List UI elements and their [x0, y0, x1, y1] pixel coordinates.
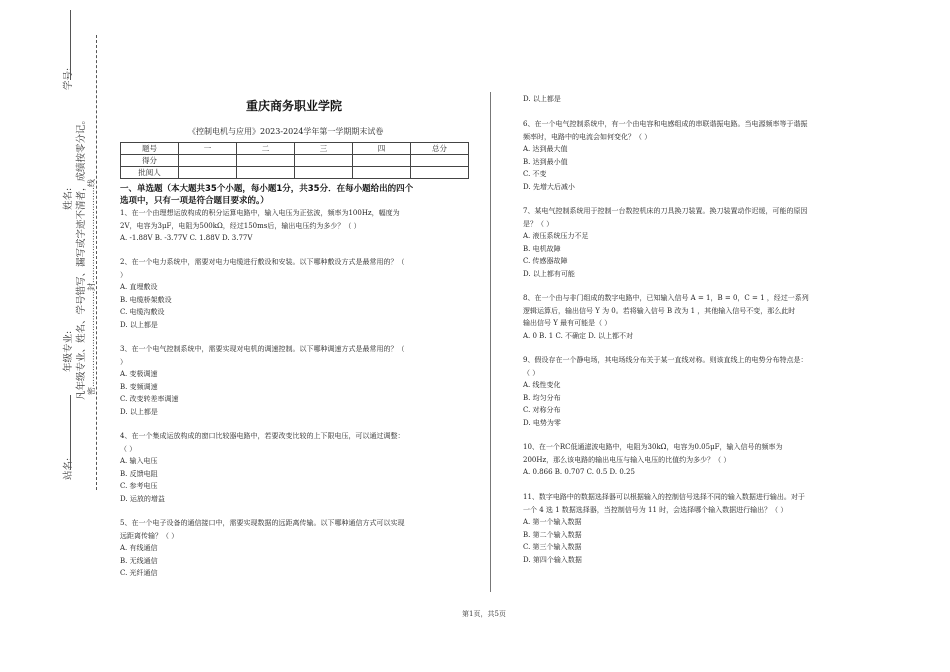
- question-line: B. 反馈电阻: [120, 469, 158, 478]
- question-line: A. 0.866 B. 0.707 C. 0.5 D. 0.25: [523, 468, 635, 477]
- question-line: A. 直埋敷设: [120, 283, 158, 292]
- question-line: 频率时，电路中的电流会如何变化？（ ）: [523, 132, 652, 141]
- question-line: C. 第三个输入数据: [523, 543, 582, 552]
- score-table-row: [121, 167, 469, 179]
- score-header-cell: 四: [353, 143, 411, 155]
- page-footer: 第1页，共5页: [462, 610, 506, 618]
- binding-label-major: 年级专业:: [63, 330, 74, 372]
- binding-note: 凡年级专业、姓名、学号错写、漏写或字迹不清者，成绩按零分记。: [76, 114, 87, 400]
- question-line: B. 无线通信: [120, 556, 158, 565]
- column-divider: [490, 92, 491, 592]
- question-line: 4、在一个集成运放构成的窗口比较器电路中，若要改变比较的上下限电压，可以通过调整：: [120, 432, 405, 440]
- question-line: 6、在一个电气控制系统中，有一个由电容和电感组成的串联谐振电路。当电源频率等于谐振: [523, 120, 808, 128]
- question-line: （ ）: [523, 368, 540, 377]
- question-line: A. 第一个输入数据: [523, 518, 582, 527]
- question-line: 2、在一个电力系统中，需要对电力电缆进行敷设和安装。以下哪种敷设方式是最常用的？（: [120, 258, 405, 266]
- question-line: D. 以上都是: [523, 95, 561, 103]
- question-line: （ ）: [120, 444, 137, 453]
- question-line: B. 电缆桥架敷设: [120, 295, 172, 304]
- question-line: 是？（ ）: [523, 219, 554, 228]
- question-line: 1、在一个由理想运放构成的积分运算电路中，输入电压为正弦波，频率为100Hz，幅度为: [120, 209, 400, 217]
- question-11: [523, 491, 805, 567]
- question-line: 一个 4 选 1 数据选择器，当控制信号为 11 时，会选择哪个输入数据进行输出？（ ）: [523, 505, 788, 514]
- question-line: C. 不变: [523, 170, 547, 179]
- score-cell[interactable]: [179, 167, 237, 179]
- question-7: [523, 205, 807, 281]
- binding-label-station: 站名:: [63, 457, 74, 480]
- question-line: B. 电机故障: [523, 244, 561, 253]
- section-heading: [120, 183, 470, 207]
- question-line: D. 以上都是: [120, 407, 158, 416]
- question-line: D. 运放的增益: [120, 494, 165, 503]
- score-row-label: 批阅人: [121, 167, 179, 179]
- question-line: A. 液压系统压力不足: [523, 232, 589, 241]
- question-line: D. 先增大后减小: [523, 182, 575, 191]
- question-line: C. 传感器故障: [523, 257, 568, 266]
- question-8: [523, 292, 809, 342]
- question-line: 输出信号 Y 最有可能是（ ）: [523, 319, 612, 328]
- question-line: 逻辑运算后，输出信号 Y 为 0。若将输入信号 B 改为 1 ，其他输入信号不变，那么此时: [523, 306, 796, 315]
- question-line: A. 0 B. 1 C. 不确定 D. 以上都不对: [523, 331, 634, 340]
- question-line: D. 以上都有可能: [523, 269, 575, 278]
- question-line: 200Hz，那么该电路的输出电压与输入电压的比值约为多少？（ ）: [523, 455, 731, 464]
- binding-label-name: 姓名:: [63, 187, 74, 210]
- question-5: [120, 517, 404, 580]
- question-line: A. 达到最大值: [523, 145, 568, 154]
- score-header-cell: 题号: [121, 143, 179, 155]
- question-line: C. 对称分布: [523, 406, 561, 415]
- question-line: D. 电势为零: [523, 418, 561, 427]
- question-5-continued: [523, 93, 561, 106]
- question-line: 11、数字电路中的数据选择器可以根据输入的控制信号选择不同的输入数据进行输出。对于: [523, 493, 805, 501]
- question-1: [120, 207, 400, 245]
- question-6: [523, 118, 807, 194]
- score-cell[interactable]: [237, 155, 295, 167]
- question-line: C. 光纤通信: [120, 569, 158, 578]
- score-row-label: 得分: [121, 155, 179, 167]
- question-line: 9、假设存在一个静电场，其电场线分布关于某一直线对称。则该直线上的电势分布特点是：: [523, 356, 808, 364]
- question-line: B. 达到最小值: [523, 157, 568, 166]
- score-cell[interactable]: [411, 155, 469, 167]
- binding-underline-station: [70, 395, 71, 470]
- binding-underline-name: [70, 10, 71, 80]
- score-table-header-row: [121, 143, 469, 155]
- question-line: 7、某电气控制系统用于控制一台数控机床的刀具换刀装置。换刀装置动作迟缓，可能的原因: [523, 207, 808, 215]
- question-line: A. 有线通信: [120, 544, 158, 553]
- question-line: D. 以上都是: [120, 320, 158, 329]
- school-title: 重庆商务职业学院: [246, 99, 343, 113]
- question-line: 5、在一个电子设备的通信接口中，需要实现数据的远距离传输。以下哪种通信方式可以实现: [120, 519, 405, 527]
- section-heading-line: 一、单选题（本大题共35个小题，每小题1分，共35分．在每小题给出的四个: [120, 184, 414, 194]
- question-9: [523, 354, 807, 430]
- question-line: A. 输入电压: [120, 457, 158, 466]
- question-line: 远距离传输？（ ）: [120, 531, 179, 540]
- question-line: ）: [120, 270, 127, 279]
- score-header-cell: 总分: [411, 143, 469, 155]
- binding-label-id: 学号:: [63, 67, 74, 90]
- score-cell[interactable]: [179, 155, 237, 167]
- question-line: 2V，电容为3μF，电阻为500kΩ，经过150ms后，输出电压约为多少？（ ）: [120, 221, 361, 230]
- section-heading-line: 选项中，只有一项是符合题目要求的。）: [120, 196, 269, 206]
- score-header-cell: 三: [295, 143, 353, 155]
- question-line: B. 均匀分布: [523, 393, 561, 402]
- question-line: C. 改变转差率调速: [120, 395, 179, 404]
- question-line: D. 第四个输入数据: [523, 555, 582, 564]
- score-cell[interactable]: [353, 155, 411, 167]
- score-header-cell: 一: [179, 143, 237, 155]
- score-cell[interactable]: [353, 167, 411, 179]
- question-line: 3、在一个电气控制系统中，需要实现对电机的调速控制。以下哪种调速方式是最常用的？（: [120, 345, 405, 353]
- question-line: A. 线性变化: [523, 381, 561, 390]
- score-cell[interactable]: [295, 167, 353, 179]
- question-4: [120, 430, 404, 506]
- score-cell[interactable]: [411, 167, 469, 179]
- question-2: [120, 256, 404, 332]
- binding-seal-line: 密………………………………封………………………………线: [87, 179, 96, 395]
- score-cell[interactable]: [295, 155, 353, 167]
- score-table-row: [121, 155, 469, 167]
- question-3: [120, 343, 404, 419]
- question-line: B. 第二个输入数据: [523, 530, 582, 539]
- question-line: C. 参考电压: [120, 482, 158, 491]
- question-line: C. 电缆沟敷设: [120, 308, 165, 317]
- question-10: [523, 441, 782, 479]
- score-table: [120, 142, 469, 179]
- exam-title: 《控制电机与应用》2023-2024学年第一学期期末试卷: [188, 127, 384, 136]
- question-line: A. 变极调速: [120, 370, 158, 379]
- score-cell[interactable]: [237, 167, 295, 179]
- question-line: B. 变频调速: [120, 382, 158, 391]
- question-line: ）: [120, 357, 127, 366]
- question-line: A. -1.88V B. -3.77V C. 1.88V D. 3.77V: [120, 234, 253, 243]
- question-line: 8、在一个由与非门组成的数字电路中，已知输入信号 A = 1，B = 0，C = 1 ，经过一系列: [523, 294, 809, 302]
- question-line: 10、在一个RC低通滤波电路中，电阻为30kΩ，电容为0.05μF，输入信号的频率为: [523, 443, 783, 451]
- score-header-cell: 二: [237, 143, 295, 155]
